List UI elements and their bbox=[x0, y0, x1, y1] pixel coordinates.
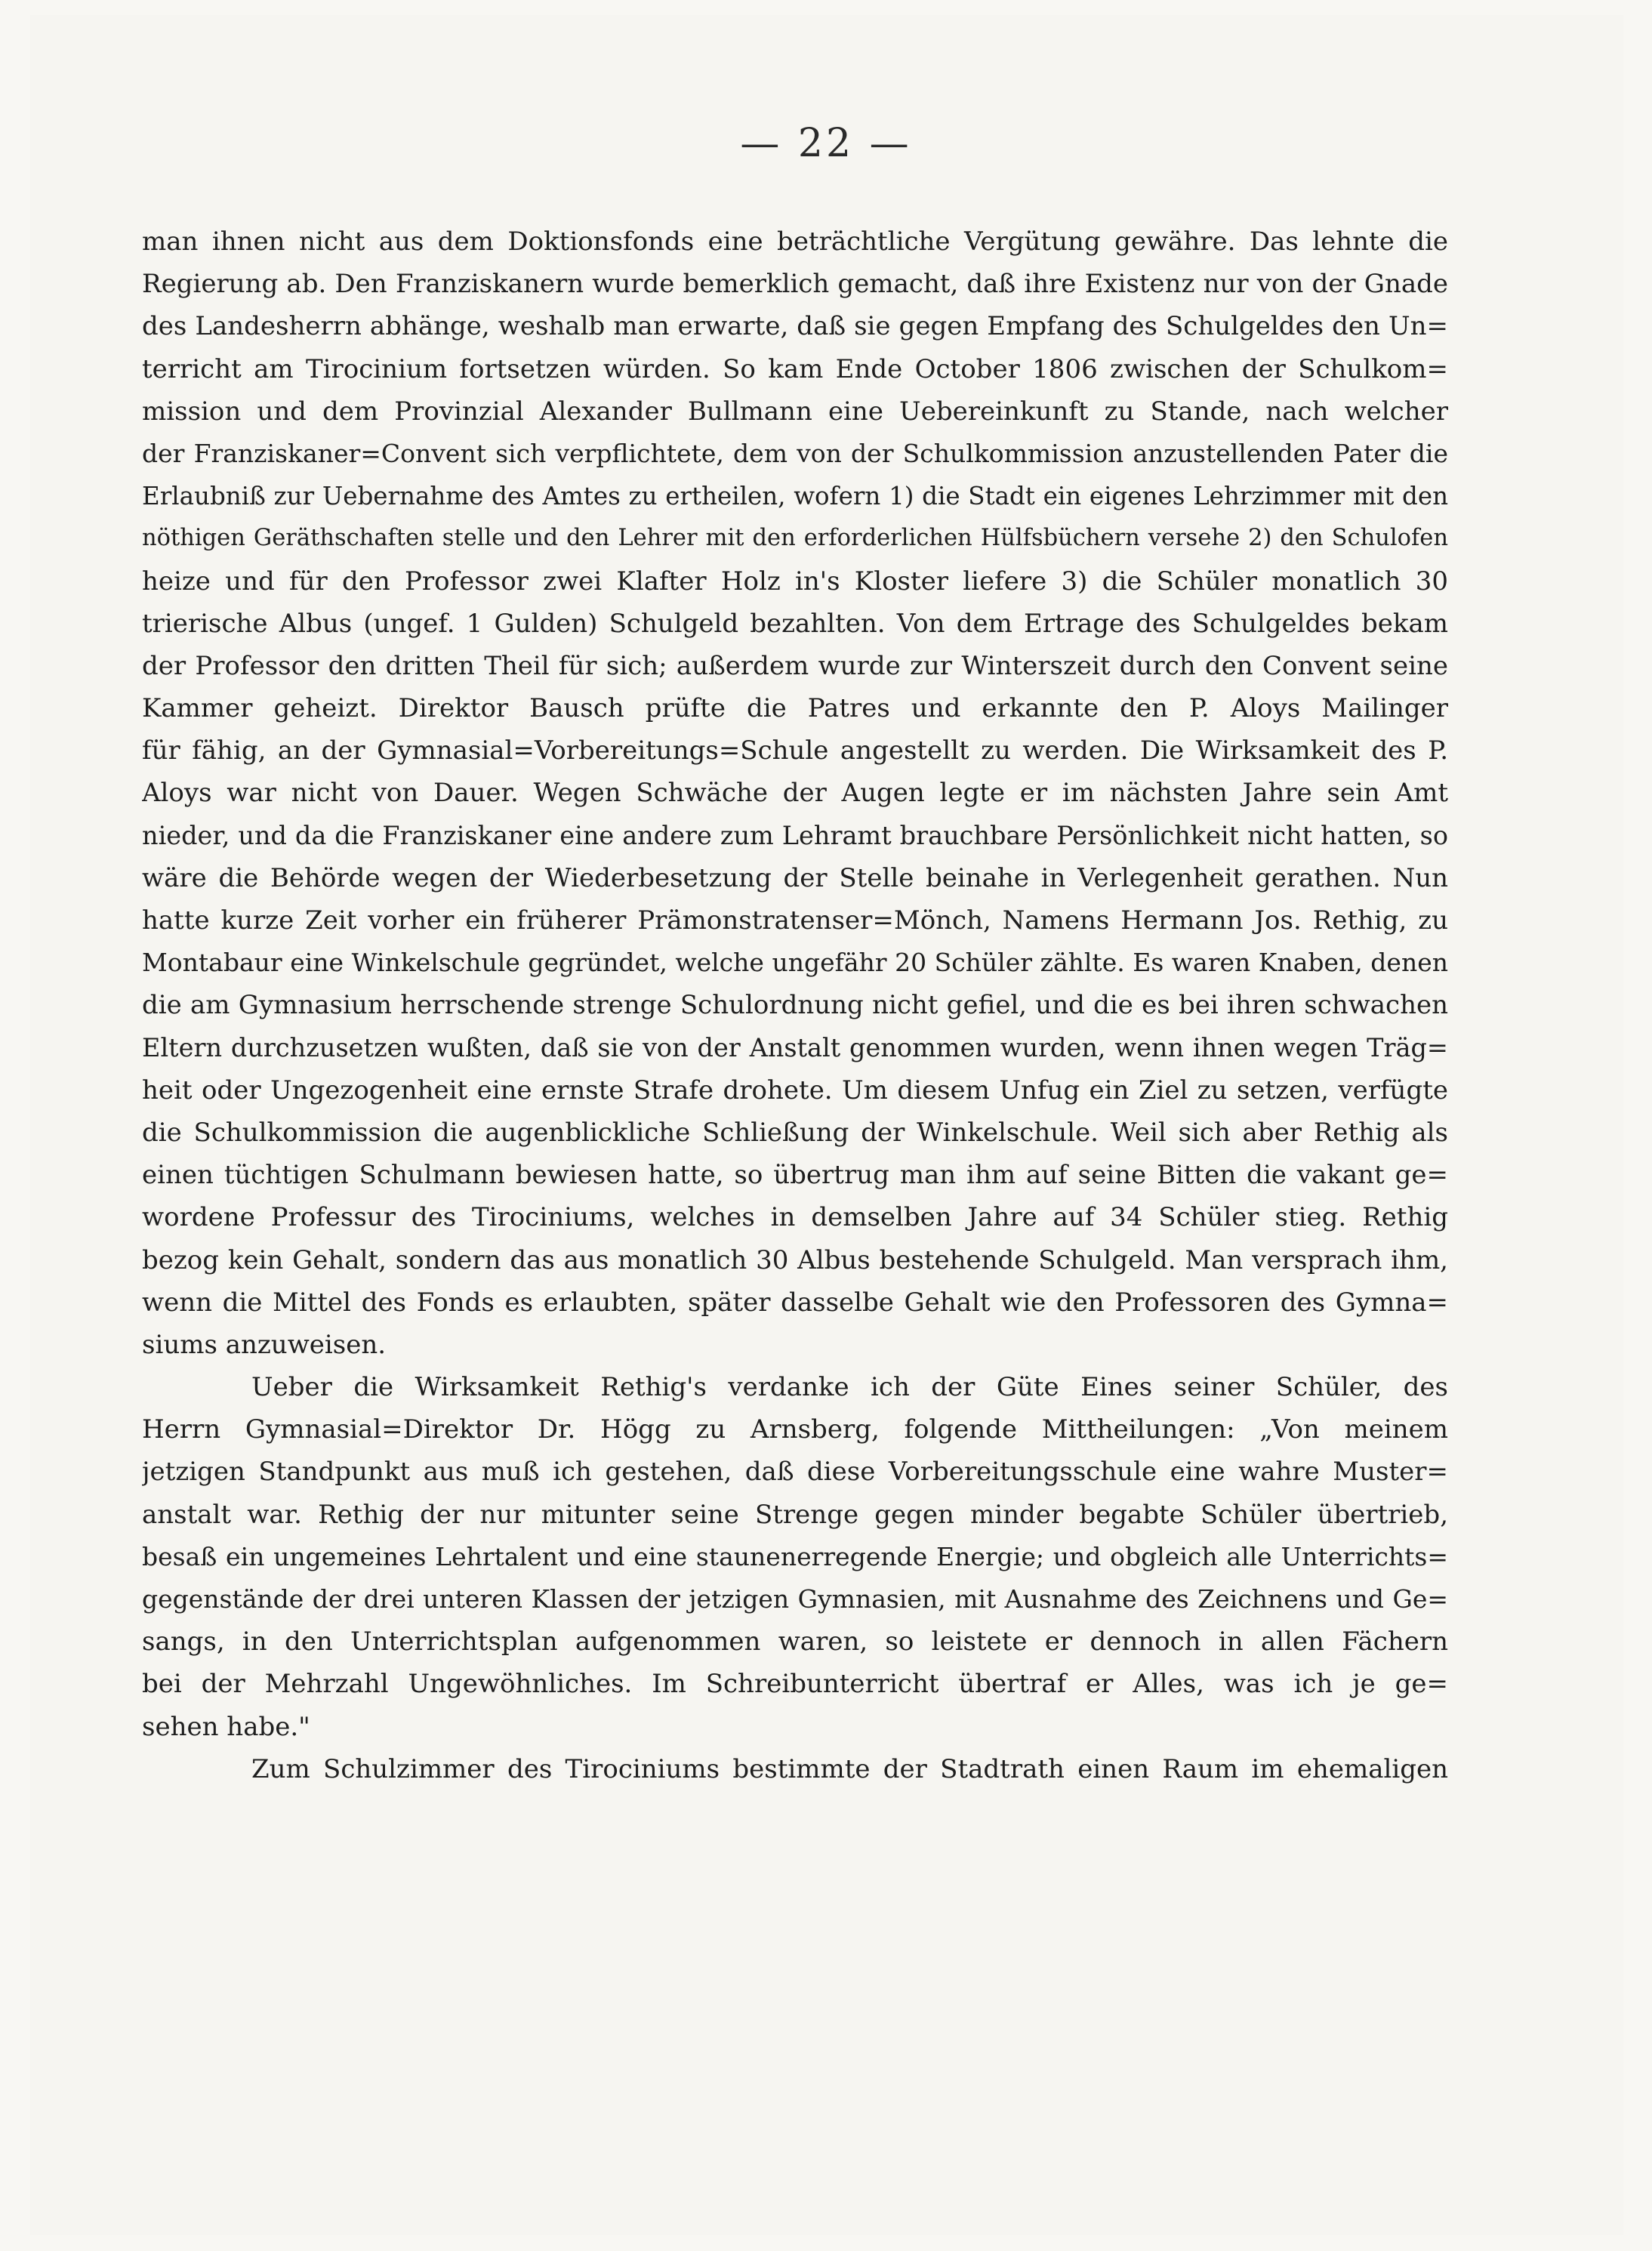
text-line: mission und dem Provinzial Alexander Bullmann eine Uebereinkunft zu Stande, nach welcher bbox=[142, 396, 1448, 427]
text-line: hatte kurze Zeit vorher ein früherer Prämonstratenser=Mönch, Namens Hermann Jos. Rethig, zu bbox=[142, 905, 1448, 936]
text-line: besaß ein ungemeines Lehrtalent und eine staunenerregende Energie; und obgleich alle Unterrichts= bbox=[142, 1541, 1448, 1571]
text-line: wäre die Behörde wegen der Wiederbesetzung der Stelle beinahe in Verlegenheit gerathen. Nun bbox=[142, 862, 1448, 893]
text-line: gegenstände der drei unteren Klassen der jetzigen Gymnasien, mit Ausnahme des Zeichnens und Ge= bbox=[142, 1584, 1448, 1614]
text-line: Montabaur eine Winkelschule gegründet, welche ungefähr 20 Schüler zählte. Es waren Knaben, denen bbox=[142, 948, 1448, 978]
text-line: Kammer geheizt. Direktor Bausch prüfte die Patres und erkannte den P. Aloys Mailinger bbox=[142, 693, 1448, 724]
text-line: wordene Professur des Tirociniums, welches in demselben Jahre auf 34 Schüler stieg. Rethig bbox=[142, 1202, 1448, 1233]
text-line: nieder, und da die Franziskaner eine andere zum Lehramt brauchbare Persönlichkeit nicht hatten, so bbox=[142, 820, 1448, 850]
text-line: Aloys war nicht von Dauer. Wegen Schwäche der Augen legte er im nächsten Jahre sein Amt bbox=[142, 778, 1448, 809]
paragraph-1 bbox=[142, 220, 1448, 1366]
text-line: die am Gymnasium herrschende strenge Schulordnung nicht gefiel, und die es bei ihren schwachen bbox=[142, 990, 1448, 1021]
text-line: der Professor den dritten Theil für sich; außerdem wurde zur Winterszeit durch den Convent seine bbox=[142, 650, 1448, 681]
text-line: der Franziskaner=Convent sich verpflichtete, dem von der Schulkommission anzustellenden Pater die bbox=[142, 438, 1448, 468]
text-line: jetzigen Standpunkt aus muß ich gestehen, daß diese Vorbereitungsschule eine wahre Muster= bbox=[142, 1457, 1448, 1488]
text-line: die Schulkommission die augenblickliche Schließung der Winkelschule. Weil sich aber Rethig als bbox=[142, 1117, 1448, 1148]
text-line: siums anzuweisen. bbox=[142, 1329, 387, 1360]
text-line: heize und für den Professor zwei Klafter Holz in's Kloster liefere 3) die Schüler monatlich 30 bbox=[142, 566, 1448, 597]
text-line: sangs, in den Unterrichtsplan aufgenommen waren, so leistete er dennoch in allen Fächern bbox=[142, 1627, 1448, 1657]
text-line: trierische Albus (ungef. 1 Gulden) Schulgeld bezahlten. Von dem Ertrage des Schulgeldes bekam bbox=[142, 608, 1448, 639]
body-text bbox=[142, 220, 1448, 1790]
text-line: Erlaubniß zur Uebernahme des Amtes zu ertheilen, wofern 1) die Stadt ein eigenes Lehrzimmer mit den bbox=[142, 482, 1448, 511]
text-line: terricht am Tirocinium fortsetzen würden. So kam Ende October 1806 zwischen der Schulkom= bbox=[142, 353, 1448, 384]
paragraph-2 bbox=[142, 1366, 1448, 1748]
text-line: nöthigen Geräthschaften stelle und den Lehrer mit den erforderlichen Hülfsbüchern versehe 2) den Schulofen bbox=[142, 525, 1448, 552]
paragraph-3 bbox=[142, 1748, 1448, 1790]
text-line: Eltern durchzusetzen wußten, daß sie von der Anstalt genommen wurden, wenn ihnen wegen Träg= bbox=[142, 1032, 1448, 1062]
text-line: sehen habe." bbox=[142, 1711, 310, 1742]
text-line: wenn die Mittel des Fonds es erlaubten, später dasselbe Gehalt wie den Professoren des Gymna= bbox=[142, 1287, 1448, 1318]
text-line: des Landesherrn abhänge, weshalb man erwarte, daß sie gegen Empfang des Schulgeldes den Un= bbox=[142, 311, 1448, 342]
text-line: Zum Schulzimmer des Tirociniums bestimmte der Stadtrath einen Raum im ehemaligen bbox=[251, 1753, 1448, 1784]
page-number: — 22 — bbox=[740, 121, 912, 166]
text-line: Herrn Gymnasial=Direktor Dr. Högg zu Arnsberg, folgende Mittheilungen: „Von meinem bbox=[142, 1414, 1448, 1445]
text-line: heit oder Ungezogenheit eine ernste Strafe drohete. Um diesem Unfug ein Ziel zu setzen, verfügte bbox=[142, 1075, 1448, 1105]
text-line: einen tüchtigen Schulmann bewiesen hatte, so übertrug man ihm auf seine Bitten die vakant ge= bbox=[142, 1160, 1448, 1191]
text-line: anstalt war. Rethig der nur mitunter seine Strenge gegen minder begabte Schüler übertrieb, bbox=[142, 1499, 1448, 1530]
text-line: man ihnen nicht aus dem Doktionsfonds eine beträchtliche Vergütung gewähre. Das lehnte die bbox=[142, 227, 1448, 257]
text-line: Regierung ab. Den Franziskanern wurde bemerklich gemacht, daß ihre Existenz nur von der Gnade bbox=[142, 269, 1448, 300]
text-line: Ueber die Wirksamkeit Rethig's verdanke ich der Güte Eines seiner Schüler, des bbox=[251, 1372, 1448, 1403]
text-line: bei der Mehrzahl Ungewöhnliches. Im Schreibunterricht übertraf er Alles, was ich je ge= bbox=[142, 1669, 1448, 1700]
text-line: für fähig, an der Gymnasial=Vorbereitungs=Schule angestellt zu werden. Die Wirksamkeit des P. bbox=[142, 735, 1448, 766]
text-line: bezog kein Gehalt, sondern das aus monatlich 30 Albus bestehende Schulgeld. Man versprach ihm, bbox=[142, 1244, 1448, 1275]
